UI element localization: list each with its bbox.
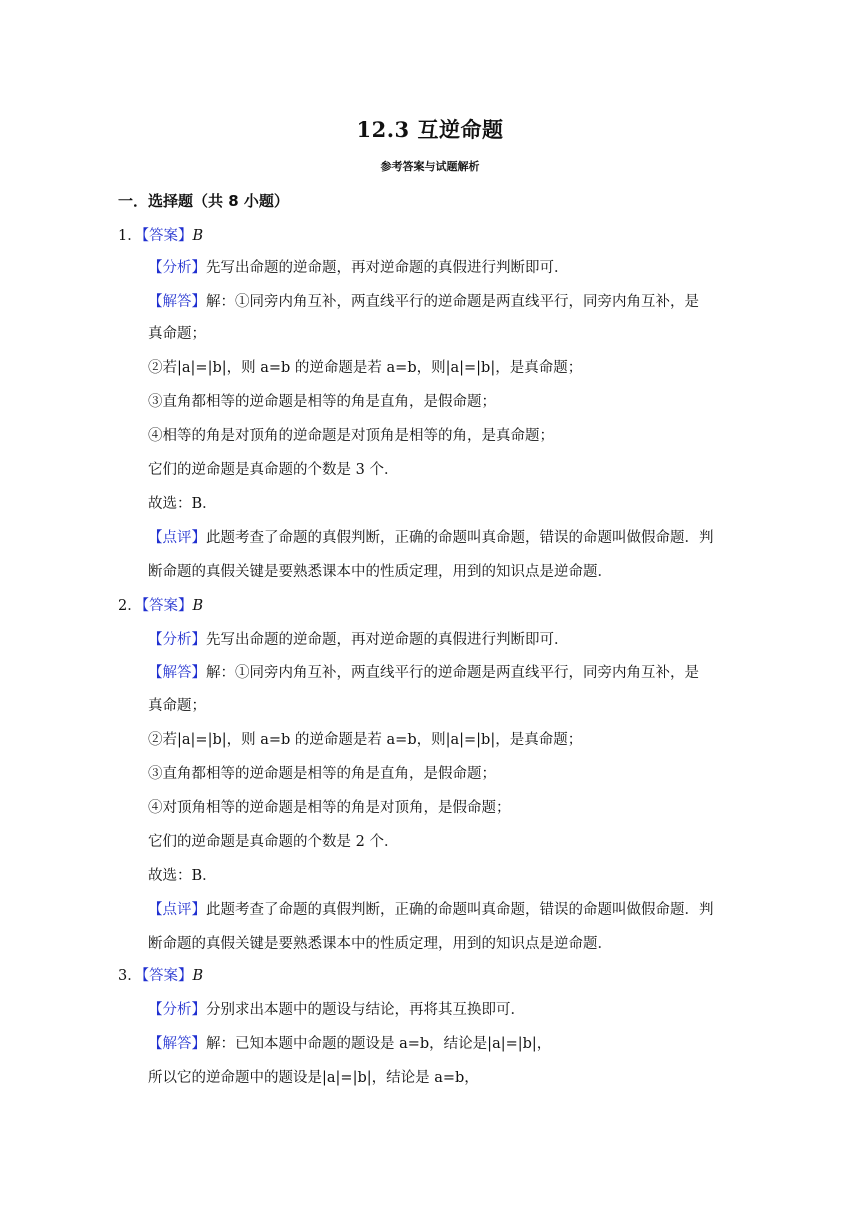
q1-solution-text: 解：①同旁内角互补，两直线平行的逆命题是两直线平行，同旁内角互补，是 — [206, 294, 699, 310]
page-title: 12.3 互逆命题 — [356, 117, 504, 142]
q3-solution-text: 所以它的逆命题中的题设是|a|=|b|，结论是 a=b， — [148, 1070, 479, 1086]
q1-comment-text: 断命题的真假关键是要熟悉课本中的性质定理，用到的知识点是逆命题． — [148, 564, 612, 580]
q2-analysis: 先写出命题的逆命题，再对逆命题的真假进行判断即可． — [206, 632, 569, 648]
q1-number: 1． — [118, 228, 142, 244]
q2-analysis-line — [148, 630, 569, 650]
q3-answer-tag: 【答案】 — [141, 968, 193, 984]
q1-analysis-tag: 【分析】 — [148, 260, 206, 276]
q1-analysis: 先写出命题的逆命题，再对逆命题的真假进行判断即可． — [206, 260, 569, 276]
q2-answer-tag: 【答案】 — [141, 598, 193, 614]
q1-solution-text: 故选：B． — [148, 496, 217, 512]
q1-solution-text: 真命题； — [148, 326, 206, 342]
q2-number: 2． — [118, 598, 142, 614]
q1-comment-line — [148, 528, 714, 548]
q2-solution-tag: 【解答】 — [148, 665, 206, 681]
q3-solution-text: 解：已知本题中命题的题设是 a=b，结论是|a|=|b|， — [206, 1036, 552, 1052]
q1-analysis-line — [148, 258, 569, 278]
q2-solution-text: 它们的逆命题是真命题的个数是 2 个． — [148, 834, 399, 850]
q2-solution-text: 解：①同旁内角互补，两直线平行的逆命题是两直线平行，同旁内角互补，是 — [206, 665, 699, 681]
q1-solution-text: ②若|a|=|b|，则 a=b 的逆命题是若 a=b，则|a|=|b|，是真命题； — [148, 360, 583, 376]
q1-answer-tag: 【答案】 — [141, 228, 193, 244]
q2-solution-text: 真命题； — [148, 698, 206, 714]
q2-answer-line — [118, 596, 203, 616]
q2-answer: B — [192, 598, 204, 614]
q3-number: 3． — [118, 968, 142, 984]
q2-solution-text: 故选：B． — [148, 868, 217, 884]
q1-solution-tag: 【解答】 — [148, 294, 206, 310]
q2-analysis-tag: 【分析】 — [148, 632, 206, 648]
section-heading: 一．选择题（共 8 小题） — [118, 192, 289, 210]
q3-analysis: 分别求出本题中的题设与结论，再将其互换即可． — [206, 1002, 525, 1018]
q2-solution-line — [148, 663, 699, 683]
q1-solution-text: 它们的逆命题是真命题的个数是 3 个． — [148, 462, 399, 478]
q1-answer-line — [118, 226, 203, 246]
q1-solution-text: ③直角都相等的逆命题是相等的角是直角，是假命题； — [148, 394, 496, 410]
q2-solution-text: ③直角都相等的逆命题是相等的角是直角，是假命题； — [148, 766, 496, 782]
q2-solution-text: ④对顶角相等的逆命题是相等的角是对顶角，是假命题； — [148, 800, 511, 816]
q2-comment-tag: 【点评】 — [148, 902, 206, 918]
q3-analysis-line — [148, 1000, 525, 1020]
q3-answer-line — [118, 966, 203, 986]
q2-comment-text: 此题考查了命题的真假判断，正确的命题叫真命题，错误的命题叫做假命题．判 — [206, 902, 714, 918]
q3-solution-tag: 【解答】 — [148, 1036, 206, 1052]
q2-comment-line — [148, 900, 714, 920]
q2-solution-text: ②若|a|=|b|，则 a=b 的逆命题是若 a=b，则|a|=|b|，是真命题； — [148, 732, 583, 748]
q1-solution-line — [148, 292, 699, 312]
q3-answer: B — [192, 968, 204, 984]
q3-solution-line — [148, 1034, 551, 1054]
page-subtitle: 参考答案与试题解析 — [380, 160, 480, 173]
q3-analysis-tag: 【分析】 — [148, 1002, 206, 1018]
q2-comment-text: 断命题的真假关键是要熟悉课本中的性质定理，用到的知识点是逆命题． — [148, 936, 612, 952]
q1-answer: B — [192, 228, 204, 244]
q1-comment-text: 此题考查了命题的真假判断，正确的命题叫真命题，错误的命题叫做假命题．判 — [206, 530, 714, 546]
q1-solution-text: ④相等的角是对顶角的逆命题是对顶角是相等的角，是真命题； — [148, 428, 554, 444]
q1-comment-tag: 【点评】 — [148, 530, 206, 546]
